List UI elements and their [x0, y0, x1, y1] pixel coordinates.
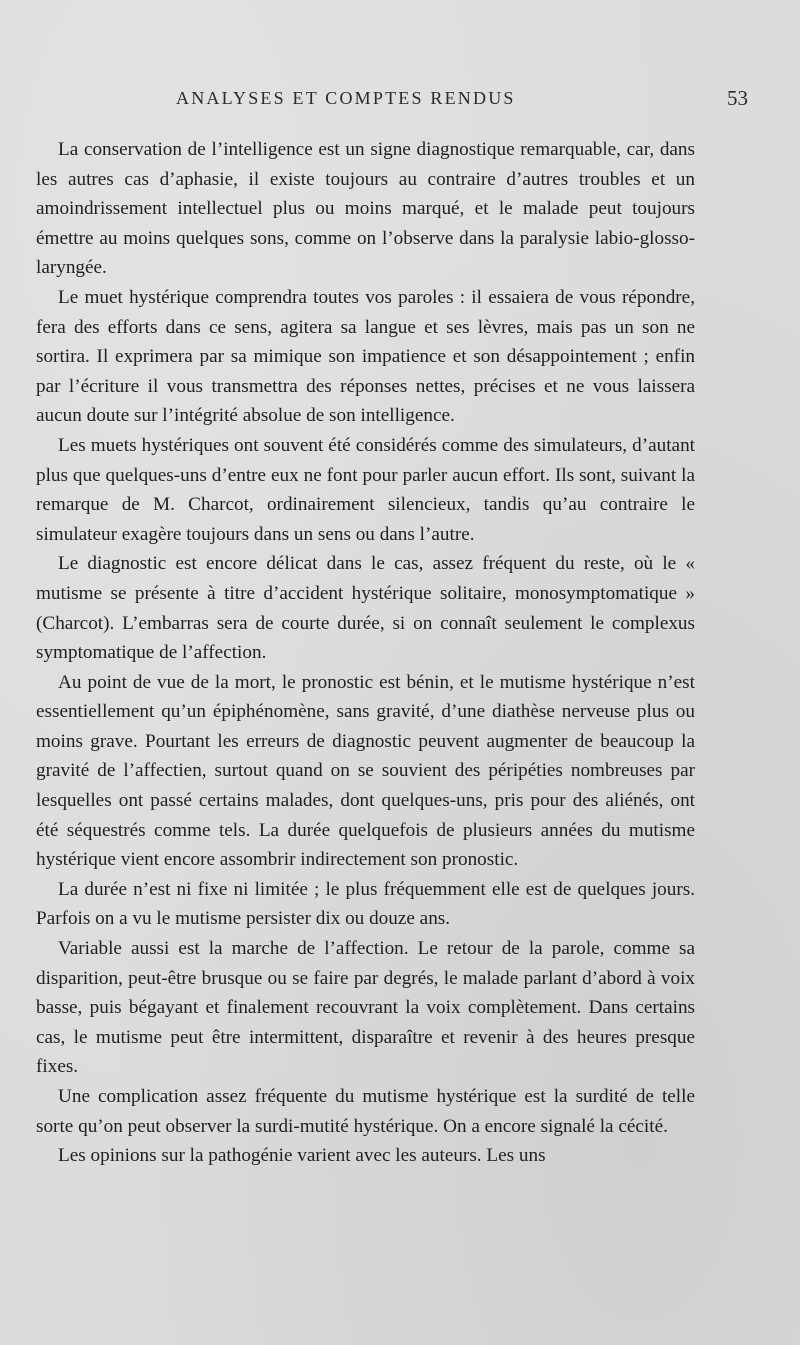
paragraph: La conservation de l’intelligence est un signe diagnostique remarquable, car, dans les autres cas d’aphasie, il existe toujours au contraire d’autres troubles et un amoindrissement intellectuel plus ou moins marqué, et le malade peut toujours émettre au moins quelques sons, comme on l’observe dans la paralysie labio-glosso-laryngée.: [36, 139, 695, 279]
paragraph: Le muet hystérique comprendra toutes vos paroles : il essaiera de vous répondre, fera des efforts dans ce sens, agitera sa langue et ses lèvres, mais pas un son ne sortira. Il exprimera par sa mimique son impatience et son désappointement ; enfin par l’écriture il vous transmettra des réponses nettes, précises et ne vous laissera aucun doute sur l’intégrité absolue de son intelligence.: [36, 286, 695, 427]
paragraph: La durée n’est ni fixe ni limitée ; le plus fréquemment elle est de quelques jours. Parfois on a vu le mutisme persister dix ou douze ans.: [36, 878, 695, 930]
paragraph: Le diagnostic est encore délicat dans le cas, assez fréquent du reste, où le « mutisme se présente à titre d’accident hystérique solitaire, monosymptomatique » (Charcot). L’embarras sera de courte durée, si on connaît seulement le complexus symptomatique de l’affection.: [36, 553, 695, 664]
paragraph: Les opinions sur la pathogénie varient avec les auteurs. Les uns: [58, 1145, 546, 1167]
running-title: ANALYSES ET COMPTES RENDUS: [176, 88, 516, 108]
paragraph: Variable aussi est la marche de l’affection. Le retour de la parole, comme sa disparition, peut-être brusque ou se faire par degrés, le malade parlant d’abord à voix basse, puis bégayant et finalement recouvrant la voix complètement. Dans certains cas, le mutisme peut être intermittent, disparaître et revenir à des heures presque fixes.: [36, 938, 695, 1078]
page-number: 53: [727, 86, 748, 110]
paragraph: Une complication assez fréquente du mutisme hystérique est la surdité de telle sorte qu’on peut observer la surdi-mutité hystérique. On a encore signalé la cécité.: [36, 1086, 695, 1137]
paragraph: Au point de vue de la mort, le pronostic est bénin, et le mutisme hystérique n’est essentiellement qu’un épiphénomène, sans gravité, d’une diathèse nerveuse plus ou moins grave. Pourtant les erreurs de diagnostic peuvent augmenter de beaucoup la gravité de l’affectien, surtout quand on se souvient des péripéties nombreuses par lesquelles ont passé certains malades, dont quelques-uns, pris pour des aliénés, ont été séquestrés comme tels. La durée quelquefois de plusieurs années du mutisme hystérique vient encore assombrir indirectement son pronostic.: [36, 671, 695, 871]
paragraph: Les muets hystériques ont souvent été considérés comme des simulateurs, d’autant plus que quelques-uns d’entre eux ne font pour parler aucun effort. Ils sont, suivant la remarque de M. Charcot, ordinairement silencieux, tandis qu’au contraire le simulateur exagère toujours dans un sens ou dans l’autre.: [36, 434, 695, 545]
body-text: [36, 135, 695, 1171]
running-header: [36, 88, 748, 118]
